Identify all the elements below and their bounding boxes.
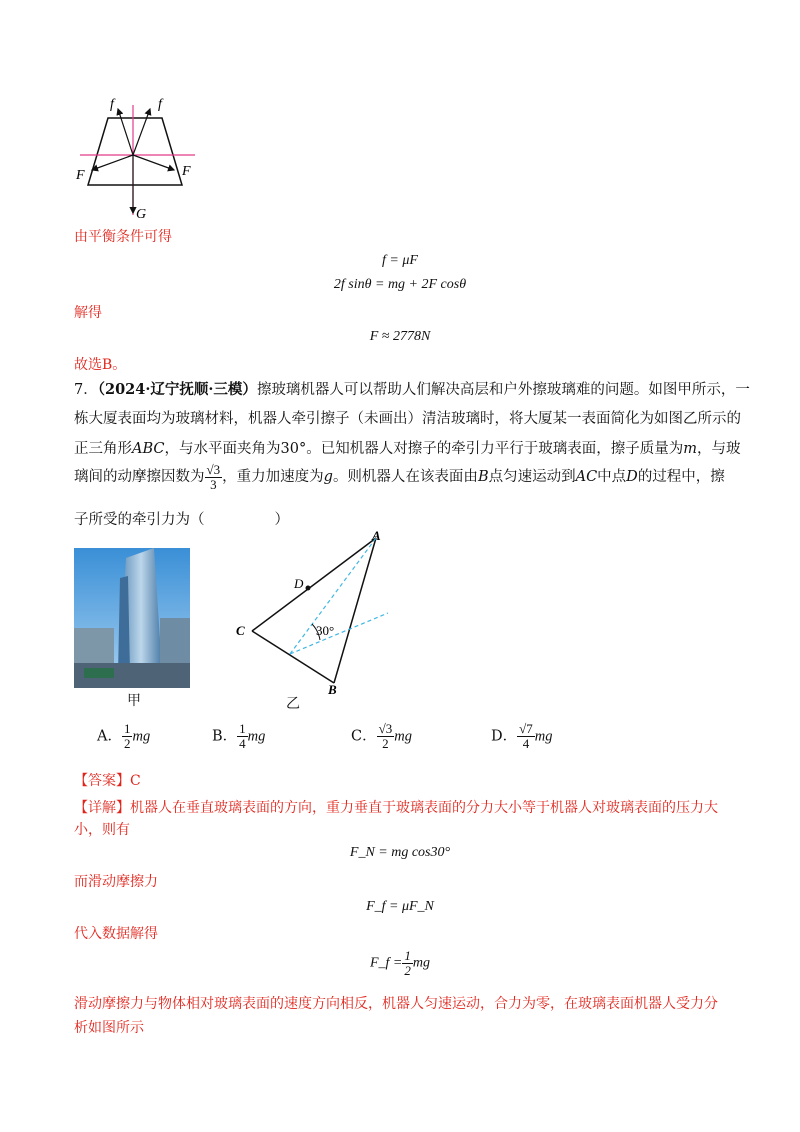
answer-line: 【答案】C: [74, 773, 141, 789]
equation-ff: F_f = μF_N: [366, 899, 434, 914]
label-f-left: f: [110, 97, 114, 112]
option-b[interactable]: B． $\frac{1}{4}$ mg: [212, 721, 266, 751]
label-D: D: [294, 576, 304, 591]
choose-text: 故选B。: [74, 357, 127, 373]
building-photo: [74, 548, 190, 688]
detail-line-3: 而滑动摩擦力: [74, 874, 158, 890]
detail-line-6: 析如图所示: [74, 1020, 144, 1036]
label-F-left: F: [76, 168, 85, 183]
trapezoid-shape: [88, 118, 182, 185]
point-D: [306, 586, 311, 591]
figure-jia-label: 甲: [127, 693, 141, 709]
label-f-right: f: [158, 97, 162, 112]
question-line-4: 璃间的动摩擦因数为 $\frac{√3}{3}$ ，重力加速度为g。则机器人在该表面由B点匀速运动到AC中点D的过程中，擦: [74, 461, 725, 492]
equation-3: F ≈ 2778N: [369, 329, 431, 344]
question-line-3: 正三角形ABC，与水平面夹角为30°。已知机器人对擦子的牵引力平行于玻璃表面，擦子质量为m，与玻: [74, 441, 741, 457]
equation-2: 2f sinθ = mg + 2F cosθ: [333, 277, 467, 292]
detail-line-5: 滑动摩擦力与物体相对玻璃表面的速度方向相反，机器人匀速运动，合力为零，在玻璃表面机器人受力分: [74, 996, 718, 1012]
triangle-diagram: [228, 528, 398, 703]
detail-line-2: 小，则有: [74, 822, 130, 838]
question-line-1: 7．（2024·辽宁抚顺·三模）擦玻璃机器人可以帮助人们解决高层和户外擦玻璃难的问题。如图甲所示，一: [74, 381, 750, 398]
option-d[interactable]: D． $\frac{√7}{4}$ mg: [491, 721, 553, 751]
equation-1: f = μF: [382, 253, 418, 268]
solve-text: 解得: [74, 305, 102, 321]
detail-line-4: 代入数据解得: [74, 926, 158, 942]
question-line-2: 栋大厦表面均为玻璃材料，机器人牵引擦子（未画出）清洁玻璃时，将大厦某一表面简化为如图乙所示的: [74, 411, 741, 427]
figure-yi-label: 乙: [286, 696, 300, 712]
label-F-right: F: [182, 164, 191, 179]
label-B: B: [328, 682, 337, 697]
label-C: C: [236, 623, 245, 638]
balance-text: 由平衡条件可得: [74, 229, 172, 245]
detail-line-1: 【详解】机器人在垂直玻璃表面的方向，重力垂直于玻璃表面的分力大小等于机器人对玻璃表面的压力大: [74, 800, 718, 816]
option-c[interactable]: C． $\frac{√3}{2}$ mg: [351, 721, 412, 751]
force-diagram: [70, 95, 200, 220]
label-A: A: [372, 528, 381, 543]
angle-label: 30°: [316, 623, 335, 638]
option-a[interactable]: A． $\frac{1}{2}$ mg: [97, 721, 151, 751]
equation-ff2: F_f = $\frac{1}{2}$ mg: [369, 948, 430, 978]
equation-fn: F_N = mg cos30°: [349, 845, 451, 860]
label-G: G: [136, 207, 147, 220]
question-line-5: 子所受的牵引力为（ ）: [74, 512, 289, 528]
